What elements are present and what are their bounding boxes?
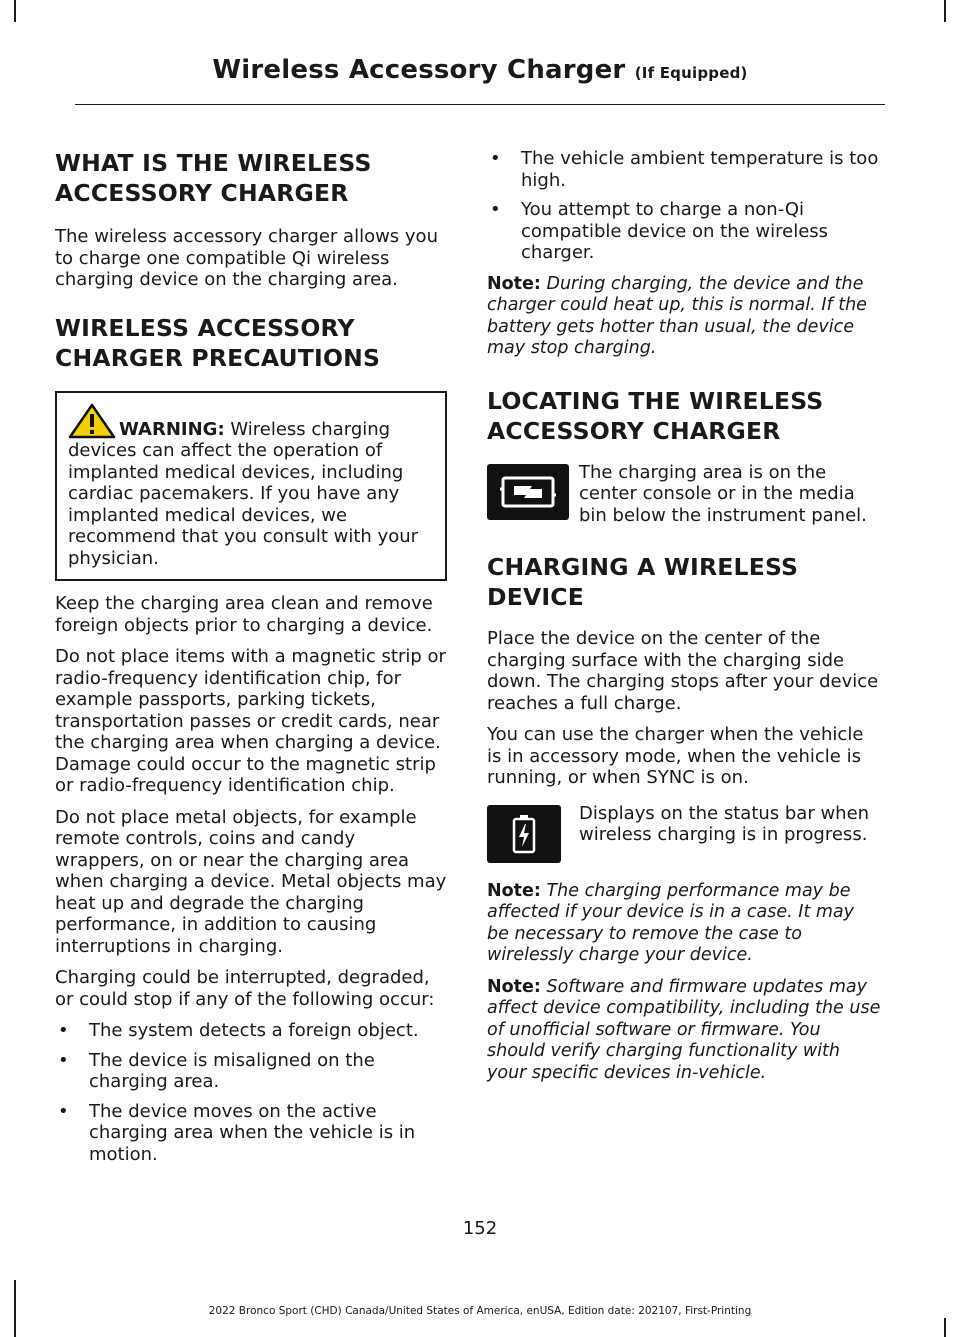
list-item: • The device is misaligned on the charging area. — [58, 1049, 375, 1092]
list-item: • The vehicle ambient temperature is too high. — [490, 148, 879, 191]
paragraph: Charging could be interrupted, degraded, or could stop if any of the following occur: — [55, 967, 435, 1010]
crop-mark — [944, 0, 946, 22]
status-row — [487, 803, 881, 863]
wireless-charger-icon — [487, 464, 569, 520]
paragraph: Place the device on the center of the charging surface with the charging side down. The charging stops after your device reaches a full charge. — [487, 628, 879, 714]
crop-mark — [14, 0, 16, 22]
header-divider — [75, 104, 885, 105]
paragraph: Do not place metal objects, for example remote controls, coins and candy wrappers, on or near the charging area when charging a device. Metal objects may heat up and degrade the charging performance, in addition to causing interruptions in charging. — [55, 806, 447, 957]
warning-triangle-icon — [68, 403, 116, 439]
status-text: Displays on the status bar when wireless charging is in progress. — [579, 802, 870, 845]
crop-mark — [944, 1318, 946, 1337]
paragraph: Do not place items with a magnetic strip or radio-frequency identification chip, for example passports, parking tickets, transportation passes or credit cards, near the charging area when charging a device. Damage could occur to the magnetic strip or radio-frequency identification chip. — [55, 646, 446, 796]
page-number: 152 — [462, 1218, 498, 1239]
right-column — [487, 148, 881, 1094]
left-column — [55, 148, 447, 1175]
note — [487, 274, 881, 360]
section-heading-charging: CHARGING A WIRELESS DEVICE — [487, 553, 799, 611]
note-text: During charging, the device and the charger could heat up, this is normal. If the battery gets hotter than usual, the device may stop charging. — [487, 273, 867, 358]
warning-text: Wireless charging devices can affect the operation of implanted medical devices, including cardiac pacemakers. If you have any implanted medical devices, we recommend that you consult with your physician. — [68, 418, 419, 569]
list-item: • The device moves on the active charging area when the vehicle is in motion. — [58, 1100, 416, 1165]
paragraph: Keep the charging area clean and remove foreign objects prior to charging a device. — [55, 593, 433, 636]
header-subtitle: (If Equipped) — [634, 64, 748, 82]
battery-charging-icon — [487, 805, 561, 863]
footer-edition: 2022 Bronco Sport (CHD) Canada/United States of America, enUSA, Edition date: 202107, First-Printing — [208, 1305, 752, 1317]
section-heading-locating: LOCATING THE WIRELESS ACCESSORY CHARGER — [487, 386, 824, 445]
note-label: Note: — [487, 976, 541, 997]
note-label: Note: — [487, 273, 541, 294]
page-header — [0, 55, 960, 85]
note-label: Note: — [487, 880, 541, 901]
list-item: • The system detects a foreign object. — [58, 1020, 419, 1041]
locate-row — [487, 462, 881, 527]
note-text: The charging performance may be affected if your device is in a case. It may be necessary to remove the case to wirelessly charge your device. — [487, 880, 854, 965]
warning-box — [55, 391, 447, 582]
section-heading-what-is: WHAT IS THE WIRELESS ACCESSORY CHARGER — [55, 149, 372, 207]
section-heading-precautions: WIRELESS ACCESSORY CHARGER PRECAUTIONS — [55, 313, 381, 372]
locate-text: The charging area is on the center console or in the media bin below the instrument panel. — [579, 461, 867, 526]
paragraph: The wireless accessory charger allows you to charge one compatible Qi wireless charging device on the charging area. — [55, 226, 438, 290]
note — [487, 977, 881, 1085]
note-text: Software and firmware updates may affect device compatibility, including the use of unofficial software or firmware. You should verify charging functionality with your specific devices in-vehicle. — [487, 976, 881, 1083]
header-title: Wireless Accessory Charger — [212, 55, 626, 85]
paragraph: You can use the charger when the vehicle is in accessory mode, when the vehicle is running, or when SYNC is on. — [487, 724, 864, 788]
list-item: • You attempt to charge a non-Qi compatible device on the wireless charger. — [490, 199, 829, 263]
note — [487, 881, 881, 967]
bullet-list — [487, 148, 881, 264]
warning-label: WARNING: — [119, 418, 225, 440]
bullet-list — [55, 1020, 447, 1165]
